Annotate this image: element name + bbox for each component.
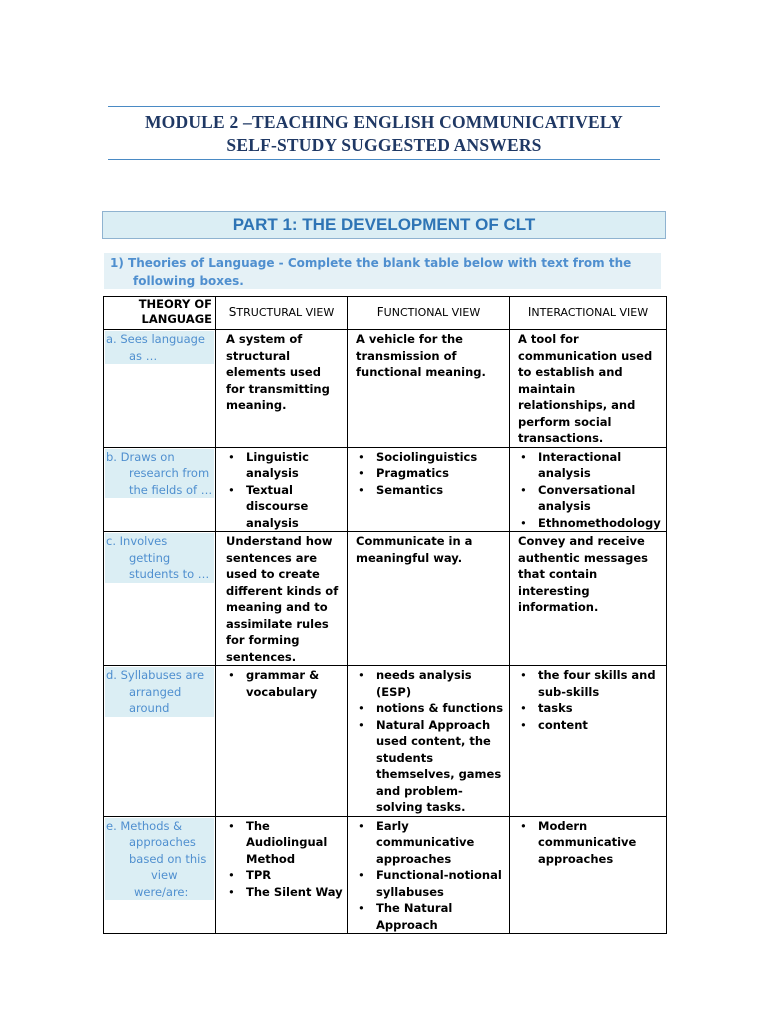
- table-row: [104, 666, 667, 817]
- part-heading-box: [102, 211, 666, 239]
- instruction-line-2: following boxes.: [133, 274, 244, 288]
- table-header-row: [104, 297, 667, 330]
- list-item: • content: [518, 717, 662, 734]
- list-item: • Conversational analysis: [518, 482, 662, 515]
- list-item: • Ethnomethodology: [518, 515, 662, 532]
- list-item: • Early communicative approaches: [356, 818, 505, 868]
- list-item: • needs analysis (ESP): [356, 667, 505, 700]
- cell-e-interactional: [510, 816, 667, 934]
- part-title: PART 1: THE DEVELOPMENT OF CLT: [232, 215, 536, 234]
- table-row: [104, 532, 667, 666]
- title-line-1: MODULE 2 –TEACHING ENGLISH COMMUNICATIVELY: [144, 112, 624, 132]
- header-theory-line-2: LANGUAGE: [141, 312, 212, 326]
- header-theory-line-1: THEORY OF: [138, 297, 212, 311]
- cell-a-interactional: A tool for communication used to establish and maintain relationships, and perform social transactions.: [510, 330, 667, 448]
- cell-e-structural: [216, 816, 348, 934]
- header-theory-of-language: [104, 297, 216, 330]
- cell-b-functional: [348, 447, 510, 532]
- row-label-c: c. Involves getting students to …: [104, 532, 216, 666]
- cell-a-functional: A vehicle for the transmission of functional meaning.: [348, 330, 510, 448]
- theories-table: [103, 296, 667, 934]
- list-item: • The Audiolingual Method: [226, 818, 343, 868]
- cell-b-interactional: [510, 447, 667, 532]
- instruction-line-1: 1) Theories of Language - Complete the blank table below with text from the: [110, 256, 632, 270]
- header-interactional-view: INTERACTIONAL VIEW: [510, 297, 667, 330]
- list-item: • The Natural Approach: [356, 900, 505, 933]
- list-item: • notions & functions: [356, 700, 505, 717]
- list-item: • Linguistic analysis: [226, 449, 343, 482]
- cell-d-interactional: [510, 666, 667, 817]
- row-label-b: b. Draws on research from the fields of …: [104, 447, 216, 532]
- instruction-box: [104, 253, 661, 289]
- list-item: • Sociolinguistics: [356, 449, 505, 466]
- cell-d-structural: [216, 666, 348, 817]
- list-item: • tasks: [518, 700, 662, 717]
- cell-c-structural: Understand how sentences are used to create different kinds of meaning and to assimilate rules for forming sentences.: [216, 532, 348, 666]
- table-row: [104, 330, 667, 448]
- list-item: • Modern communicative approaches: [518, 818, 662, 868]
- cell-d-functional: [348, 666, 510, 817]
- list-item: • grammar & vocabulary: [226, 667, 343, 700]
- list-item: • Natural Approach used content, the students themselves, games and problem-solving tasks.: [356, 717, 505, 816]
- list-item: • Textual discourse analysis: [226, 482, 343, 532]
- document-title: [108, 106, 660, 160]
- cell-a-structural: A system of structural elements used for transmitting meaning.: [216, 330, 348, 448]
- cell-e-functional: [348, 816, 510, 934]
- row-label-d: d. Syllabuses are arranged around: [104, 666, 216, 817]
- list-item: • The Silent Way: [226, 884, 343, 901]
- title-line-2: SELF-STUDY SUGGESTED ANSWERS: [226, 135, 542, 155]
- table-row: [104, 816, 667, 934]
- header-functional-view: FUNCTIONAL VIEW: [348, 297, 510, 330]
- list-item: • Interactional analysis: [518, 449, 662, 482]
- list-item: • Functional-notional syllabuses: [356, 867, 505, 900]
- list-item: • Semantics: [356, 482, 505, 499]
- row-label-e: e. Methods & approaches based on this view were/are:: [104, 816, 216, 934]
- table-row: [104, 447, 667, 532]
- header-structural-view: STRUCTURAL VIEW: [216, 297, 348, 330]
- cell-c-functional: Communicate in a meaningful way.: [348, 532, 510, 666]
- cell-b-structural: [216, 447, 348, 532]
- list-item: • the four skills and sub-skills: [518, 667, 662, 700]
- row-label-a: a. Sees language as …: [104, 330, 216, 448]
- cell-c-interactional: Convey and receive authentic messages that contain interesting information.: [510, 532, 667, 666]
- list-item: • TPR: [226, 867, 343, 884]
- list-item: • Pragmatics: [356, 465, 505, 482]
